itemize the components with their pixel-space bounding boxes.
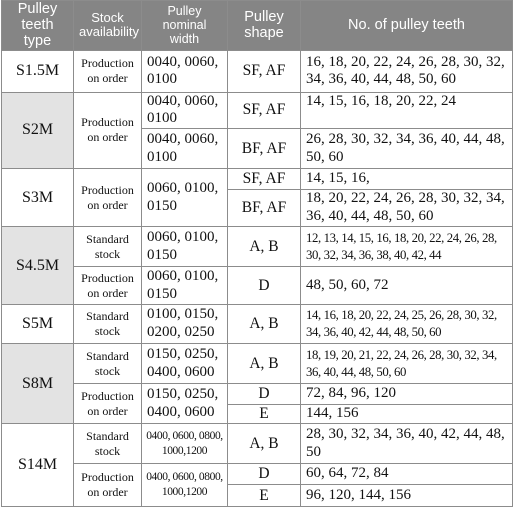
table-row — [2, 50, 513, 92]
header-nominal-width: Pulley nominal width — [142, 1, 228, 51]
shape-cell: A, B — [228, 227, 301, 267]
teeth-cell: 26, 28, 30, 32, 34, 36, 40, 44, 48, 50, 60 — [301, 129, 513, 169]
width-cell: 0100, 0150, 0200, 0250 — [142, 305, 228, 344]
teeth-type-cell: S4.5M — [2, 227, 74, 305]
table-row — [2, 384, 513, 405]
shape-cell: BF, AF — [228, 129, 301, 169]
teeth-type-cell: S5M — [2, 305, 74, 344]
teeth-type-cell: S14M — [2, 424, 74, 507]
width-cell: 0060, 0100, 0150 — [142, 169, 228, 227]
teeth-cell: 18, 20, 22, 24, 26, 28, 30, 32, 34, 36, 40, 44, 48, 50, 60 — [301, 190, 513, 227]
table-row — [2, 169, 513, 190]
header-row — [2, 1, 513, 51]
stock-cell: Standard stock — [74, 424, 142, 464]
stock-cell: Standard stock — [74, 305, 142, 344]
table-row — [2, 92, 513, 128]
teeth-cell: 48, 50, 60, 72 — [301, 267, 513, 305]
teeth-cell: 28, 30, 32, 34, 36, 40, 42, 44, 48, 50 — [301, 424, 513, 464]
shape-cell: D — [228, 384, 301, 405]
teeth-type-cell: S1.5M — [2, 50, 74, 92]
table-row — [2, 344, 513, 384]
teeth-type-cell: S3M — [2, 169, 74, 227]
stock-cell: Production on order — [74, 169, 142, 227]
pulley-spec-table — [1, 0, 513, 507]
shape-cell: SF, AF — [228, 169, 301, 190]
shape-cell: BF, AF — [228, 190, 301, 227]
stock-cell: Production on order — [74, 384, 142, 424]
table-row — [2, 305, 513, 344]
width-cell: 0040, 0060, 0100 — [142, 50, 228, 92]
header-pulley-shape: Pulley shape — [228, 1, 301, 51]
stock-cell: Standard stock — [74, 344, 142, 384]
teeth-cell: 12, 13, 14, 15, 16, 18, 20, 22, 24, 26, 28, 30, 32, 34, 36, 38, 40, 42, 44 — [301, 227, 513, 267]
table-row — [2, 424, 513, 464]
shape-cell: D — [228, 464, 301, 485]
teeth-cell: 14, 15, 16, 18, 20, 22, 24 — [301, 92, 513, 128]
teeth-type-cell: S2M — [2, 92, 74, 168]
stock-cell: Production on order — [74, 50, 142, 92]
width-cell: 0400, 0600, 0800, 1000,1200 — [142, 464, 228, 507]
teeth-cell: 16, 18, 20, 22, 24, 26, 28, 30, 32, 34, 36, 40, 44, 48, 50, 60 — [301, 50, 513, 92]
width-cell: 0060, 0100, 0150 — [142, 267, 228, 305]
width-cell: 0060, 0100, 0150 — [142, 227, 228, 267]
shape-cell: D — [228, 267, 301, 305]
table-row — [2, 267, 513, 305]
teeth-cell: 72, 84, 96, 120 — [301, 384, 513, 405]
header-teeth-type: Pulley teeth type — [2, 1, 74, 51]
stock-cell: Production on order — [74, 464, 142, 507]
teeth-cell: 144, 156 — [301, 405, 513, 424]
header-number-of-teeth: No. of pulley teeth — [301, 1, 513, 51]
teeth-cell: 14, 15, 16, — [301, 169, 513, 190]
table-row — [2, 464, 513, 485]
header-stock-availability: Stock availability — [74, 1, 142, 51]
width-cell: 0040, 0060, 0100 — [142, 92, 228, 128]
teeth-cell: 18, 19, 20, 21, 22, 24, 26, 28, 30, 32, 34, 36, 40, 44, 48, 50, 60 — [301, 344, 513, 384]
width-cell: 0040, 0060, 0100 — [142, 129, 228, 169]
shape-cell: A, B — [228, 424, 301, 464]
stock-cell: Standard stock — [74, 227, 142, 267]
stock-cell: Production on order — [74, 92, 142, 168]
shape-cell: SF, AF — [228, 50, 301, 92]
teeth-cell: 96, 120, 144, 156 — [301, 485, 513, 507]
stock-cell: Production on order — [74, 267, 142, 305]
shape-cell: E — [228, 485, 301, 507]
teeth-type-cell: S8M — [2, 344, 74, 424]
width-cell: 0150, 0250, 0400, 0600 — [142, 344, 228, 384]
table-row — [2, 227, 513, 267]
width-cell: 0400, 0600, 0800, 1000,1200 — [142, 424, 228, 464]
teeth-cell: 60, 64, 72, 84 — [301, 464, 513, 485]
teeth-cell: 14, 16, 18, 20, 22, 24, 25, 26, 28, 30, 32, 34, 36, 40, 42, 44, 48, 50, 60 — [301, 305, 513, 344]
shape-cell: A, B — [228, 305, 301, 344]
shape-cell: SF, AF — [228, 92, 301, 128]
shape-cell: A, B — [228, 344, 301, 384]
width-cell: 0150, 0250, 0400, 0600 — [142, 384, 228, 424]
shape-cell: E — [228, 405, 301, 424]
